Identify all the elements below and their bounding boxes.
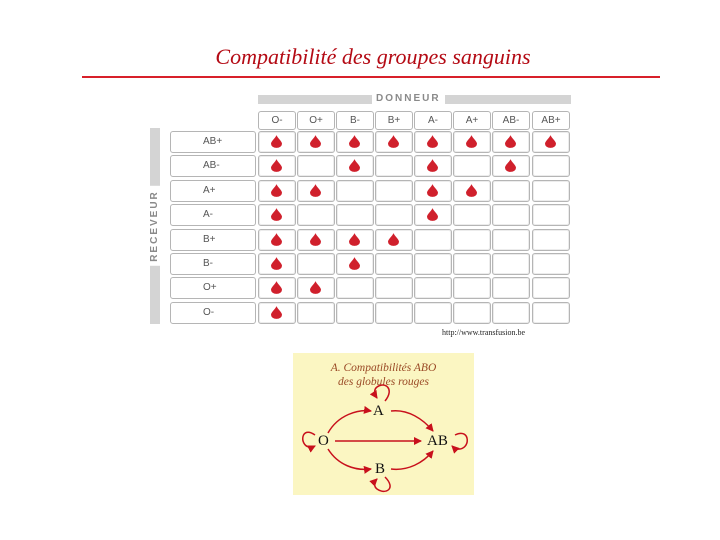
blood-drop-icon	[271, 257, 282, 270]
donor-header: AB+	[532, 111, 570, 130]
compat-cell	[492, 204, 530, 226]
compat-cell	[453, 229, 491, 251]
compat-cell	[532, 180, 570, 202]
blood-drop-icon	[349, 257, 360, 270]
blood-drop-icon	[427, 184, 438, 197]
compat-cell	[532, 229, 570, 251]
compat-cell	[297, 131, 335, 153]
arrow-o-to-a	[328, 411, 371, 433]
compat-cell	[336, 204, 374, 226]
blood-drop-icon	[271, 184, 282, 197]
abo-diagram	[293, 353, 474, 495]
abo-title-line2: des globules rouges	[338, 376, 429, 388]
donor-header: AB-	[492, 111, 530, 130]
compat-cell	[414, 131, 452, 153]
blood-drop-icon	[271, 306, 282, 319]
compat-cell	[258, 180, 296, 202]
compat-cell	[414, 302, 452, 324]
compat-cell	[532, 131, 570, 153]
blood-drop-icon	[310, 281, 321, 294]
title-divider	[82, 76, 660, 78]
compat-cell	[258, 277, 296, 299]
compat-cell	[532, 155, 570, 177]
compat-cell	[258, 131, 296, 153]
loop-a	[375, 385, 390, 401]
compat-cell	[414, 277, 452, 299]
blood-drop-icon	[271, 208, 282, 221]
compat-cell	[453, 277, 491, 299]
recipient-label: A+	[170, 180, 256, 202]
compat-cell	[492, 155, 530, 177]
compat-cell	[492, 229, 530, 251]
arrow-b-to-ab	[391, 451, 433, 469]
page-title: Compatibilité des groupes sanguins	[215, 44, 531, 69]
recipient-label: AB-	[170, 155, 256, 177]
compat-cell	[258, 302, 296, 324]
compat-cell	[492, 131, 530, 153]
compat-cell	[532, 302, 570, 324]
abo-title-line1: A. Compatibilités ABO	[330, 362, 437, 374]
compat-cell	[414, 253, 452, 275]
compat-cell	[453, 302, 491, 324]
compat-cell	[336, 180, 374, 202]
compat-cell	[375, 204, 413, 226]
recipient-label: O+	[170, 277, 256, 299]
compat-cell	[297, 253, 335, 275]
arrow-a-to-ab	[391, 411, 433, 431]
blood-drop-icon	[310, 135, 321, 148]
blood-drop-icon	[271, 233, 282, 246]
compat-cell	[375, 131, 413, 153]
compat-cell	[336, 302, 374, 324]
blood-drop-icon	[310, 184, 321, 197]
compat-cell	[258, 253, 296, 275]
source-link: http://www.transfusion.be	[442, 328, 526, 337]
compat-cell	[375, 180, 413, 202]
compat-cell	[414, 204, 452, 226]
compat-cell	[453, 180, 491, 202]
compat-cell	[414, 180, 452, 202]
compat-cell	[492, 277, 530, 299]
compat-cell	[336, 229, 374, 251]
blood-drop-icon	[271, 135, 282, 148]
compat-cell	[532, 277, 570, 299]
compat-cell	[336, 131, 374, 153]
compat-cell	[532, 204, 570, 226]
compat-cell	[492, 302, 530, 324]
compat-cell	[375, 229, 413, 251]
blood-drop-icon	[505, 135, 516, 148]
abo-node-o: O	[318, 433, 329, 449]
compat-cell	[258, 204, 296, 226]
compat-cell	[297, 277, 335, 299]
compat-cell	[297, 229, 335, 251]
compat-cell	[492, 253, 530, 275]
compat-cell	[414, 155, 452, 177]
recipient-label: O-	[170, 302, 256, 324]
compat-cell	[258, 155, 296, 177]
donor-header: A+	[453, 111, 491, 130]
compat-cell	[453, 155, 491, 177]
donor-header: B-	[336, 111, 374, 130]
blood-drop-icon	[349, 159, 360, 172]
donor-header: B+	[375, 111, 413, 130]
compat-cell	[297, 155, 335, 177]
abo-node-ab: AB	[427, 433, 448, 449]
compat-cell	[336, 155, 374, 177]
compat-cell	[375, 253, 413, 275]
blood-drop-icon	[545, 135, 556, 148]
blood-drop-icon	[427, 159, 438, 172]
compat-cell	[532, 253, 570, 275]
compat-cell	[453, 131, 491, 153]
abo-node-b: B	[375, 461, 386, 477]
donor-header: O-	[258, 111, 296, 130]
compat-cell	[453, 204, 491, 226]
blood-drop-icon	[349, 135, 360, 148]
arrow-o-to-b	[328, 449, 371, 469]
compat-cell	[375, 155, 413, 177]
blood-drop-icon	[466, 184, 477, 197]
compat-cell	[297, 302, 335, 324]
compat-cell	[297, 204, 335, 226]
recipient-label: AB+	[170, 131, 256, 153]
compat-cell	[375, 277, 413, 299]
donor-header: O+	[297, 111, 335, 130]
compat-cell	[336, 253, 374, 275]
abo-node-a: A	[373, 403, 384, 419]
compat-cell	[258, 229, 296, 251]
donor-header: A-	[414, 111, 452, 130]
recipient-label: B+	[170, 229, 256, 251]
blood-drop-icon	[388, 233, 399, 246]
blood-drop-icon	[349, 233, 360, 246]
recipient-label: A-	[170, 204, 256, 226]
blood-drop-icon	[427, 135, 438, 148]
compat-cell	[453, 253, 491, 275]
blood-drop-icon	[271, 281, 282, 294]
blood-drop-icon	[310, 233, 321, 246]
blood-drop-icon	[427, 208, 438, 221]
loop-b	[375, 477, 390, 491]
donor-axis-label: DONNEUR	[372, 92, 445, 106]
blood-drop-icon	[388, 135, 399, 148]
blood-drop-icon	[505, 159, 516, 172]
blood-drop-icon	[466, 135, 477, 148]
loop-o	[303, 432, 315, 447]
blood-drop-icon	[271, 159, 282, 172]
recipient-axis-label: RECEVEUR	[149, 186, 161, 266]
compat-cell	[375, 302, 413, 324]
loop-ab	[452, 433, 467, 449]
compat-cell	[492, 180, 530, 202]
compat-cell	[336, 277, 374, 299]
compat-cell	[414, 229, 452, 251]
recipient-label: B-	[170, 253, 256, 275]
compat-cell	[297, 180, 335, 202]
